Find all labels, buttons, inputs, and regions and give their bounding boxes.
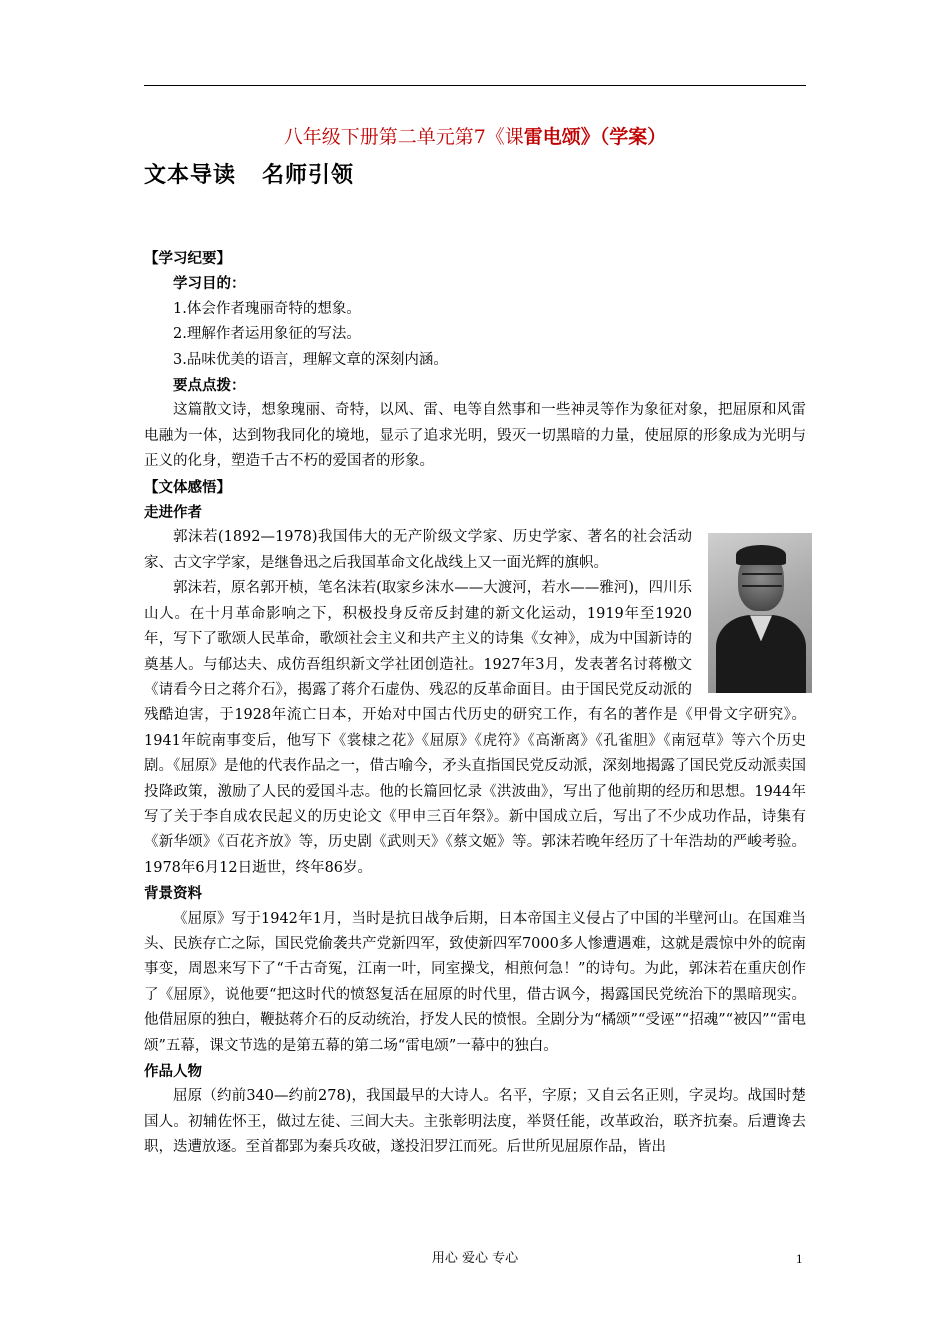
keypoints-paragraph: 这篇散文诗，想象瑰丽、奇特，以风、雷、电等自然事和一些神灵等作为象征对象，把屈原和风雷电融为一体，达到物我同化的境地，显示了追求光明，毁灭一切黑暗的力量，使屈原的形象成为光明与正义的化身，塑造千古不朽的爱国者的形象。 — [144, 402, 806, 470]
goal-item: 1.体会作者瑰丽奇特的想象。 — [173, 300, 361, 317]
author-heading: 走进作者 — [144, 504, 202, 522]
title-part2: 雷电颂》（学案） — [523, 126, 667, 148]
subtitle-b: 名师引领 — [262, 162, 355, 188]
goals-heading: 学习目的： — [173, 275, 246, 293]
page-title — [0, 124, 950, 150]
works-paragraph: 屈原（约前340—约前278)，我国最早的大诗人。名平，字原；又自云名正则，字灵均。战国时楚国人。初辅佐怀王，做过左徒、三闾大夫。主张彰明法度，举贤任能，改革政治，联齐抗秦。后遭谗去职，迭遭放逐。至首都郢为秦兵攻破，遂投汨罗江而死。后世所见屈原作品，皆出 — [144, 1088, 806, 1156]
author-paragraph-2: 郭沫若，原名郭开桢，笔名沫若(取家乡沫水——大渡河，若水——雅河)，四川乐山人。在十月革命影响之下，积极投身反帝反封建的新文化运动，1919年至1920年，写下了歌颂人民革命，歌颂社会主义和共产主义的诗集《女神》，成为中国新诗的奠基人。与郁达夫、成仿吾组织新文学社团创造社。1927年3月，发表著名讨蒋檄文《请看今日之蒋介石》，揭露了蒋介石虚伪、残忍的反革命面目。由于国民党反动派的残酷迫害，于1928年流亡日本，开始对中国古代历史的研究工作，有名的著作是《甲骨文字研究》。1941年皖南事变后，他写下《裳棣之花》《屈原》《虎符》《高渐离》《孔雀胆》《南冠草》等六个历史剧。《屈原》是他的代表作品之一，借古喻今，矛头直指国民党反动派，深刻地揭露了国民党反动派卖国投降政策，激励了人民的爱国斗志。他的长篇回忆录《洪波曲》，写出了他前期的经历和思想。1944年写了关于李自成农民起义的历史论文《甲申三百年祭》。新中国成立后，写出了不少成功作品，诗集有《新华颂》《百花齐放》等，历史剧《武则天》《蔡文姬》等。郭沫若晚年经历了十年浩劫的严峻考验。1978年6月12日逝世，终年86岁。 — [144, 580, 806, 876]
page-number: 1 — [796, 1251, 803, 1266]
title-part1: 八年级下册第二单元第7《课 — [283, 126, 524, 148]
document-body — [144, 246, 806, 1161]
goal-item: 3.品味优美的语言，理解文章的深刻内涵。 — [173, 351, 448, 368]
author-portrait-image — [708, 533, 812, 693]
subtitle-a: 文本导读 — [144, 162, 237, 188]
goal-item: 2.理解作者运用象征的写法。 — [173, 326, 361, 343]
header-rule — [144, 85, 806, 86]
page-subtitle — [144, 160, 354, 190]
footer-text: 用心 爱心 专心 — [431, 1251, 519, 1266]
keypoints-heading: 要点点拨： — [173, 377, 246, 395]
section-heading-genre: 【文体感悟】 — [144, 478, 231, 496]
background-heading: 背景资料 — [144, 885, 202, 903]
background-paragraph: 《屈原》写于1942年1月，当时是抗日战争后期，日本帝国主义侵占了中国的半壁河山。在国难当头、民族存亡之际，国民党偷袭共产党新四军，致使新四军7000多人惨遭遇难，这就是震惊中外的皖南事变，周恩来写下了“千古奇冤，江南一叶，同室操戈，相煎何急！”的诗句。为此，郭沫若在重庆创作了《屈原》，说他要“把这时代的愤怒复活在屈原的时代里，借古讽今，揭露国民党统治下的黑暗现实。他借屈原的独白，鞭挞蒋介石的反动统治，抒发人民的愤恨。全剧分为“橘颂”“受诬”“招魂”“被囚”“雷电颂”五幕，课文节选的是第五幕的第二场“雷电颂”一幕中的独白。 — [144, 910, 806, 1054]
author-paragraph-1: 郭沫若(1892—1978)我国伟大的无产阶级文学家、历史学家、著名的社会活动家、古文字学家，是继鲁迅之后我国革命文化战线上又一面光辉的旗帜。 — [144, 529, 692, 571]
section-heading-study: 【学习纪要】 — [144, 250, 231, 267]
works-heading: 作品人物 — [144, 1063, 202, 1080]
